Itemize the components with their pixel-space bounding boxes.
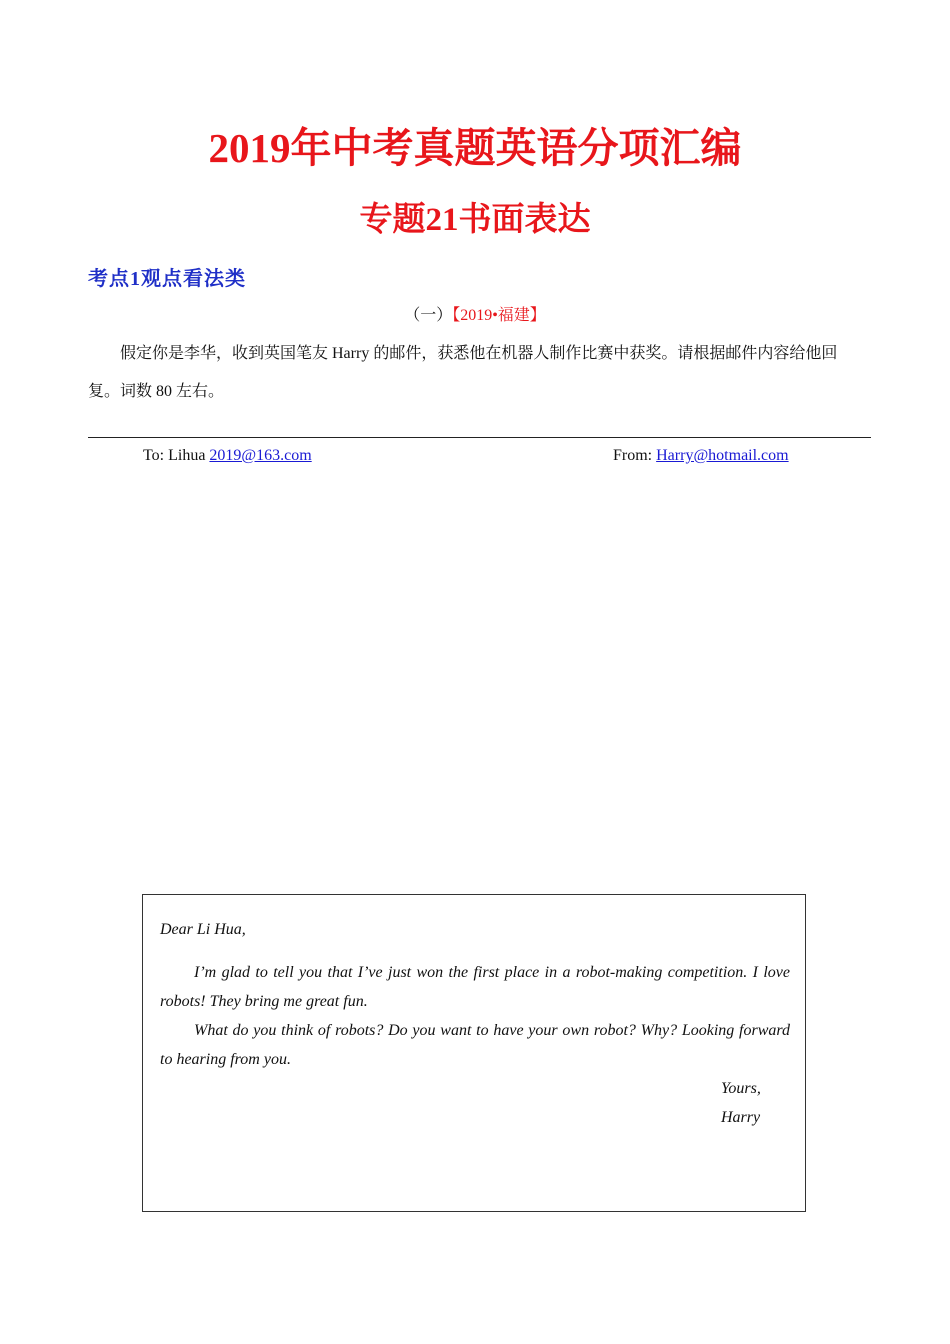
letter-salutation: Dear Li Hua, bbox=[160, 921, 246, 938]
section-heading: 考点1观点看法类 bbox=[88, 268, 246, 290]
to-email-link[interactable]: 2019@163.com bbox=[209, 447, 312, 464]
main-title: 2019年中考真题英语分项汇编 bbox=[208, 125, 742, 171]
from-email-link[interactable]: Harry@hotmail.com bbox=[656, 447, 789, 464]
question-number: （一） bbox=[404, 307, 453, 324]
letter-paragraph-2: What do you think of robots? Do you want to have your own robot? Why? Looking forward to hearing from you. bbox=[160, 1022, 790, 1068]
email-from-line bbox=[613, 444, 789, 468]
letter-signature: Harry bbox=[721, 1109, 761, 1126]
to-label: To: Lihua bbox=[143, 447, 210, 464]
email-to-line bbox=[143, 444, 312, 468]
question-source: 【2019•福建】 bbox=[452, 307, 546, 324]
letter-closing: Yours, bbox=[721, 1080, 761, 1097]
subtitle: 专题21书面表达 bbox=[359, 202, 591, 238]
letter-body bbox=[160, 915, 790, 1132]
divider bbox=[88, 437, 871, 438]
question-label bbox=[0, 304, 950, 328]
from-label: From: bbox=[613, 447, 657, 464]
letter-paragraph-1: I’m glad to tell you that I’ve just won the first place in a robot-making competition. I love robots! They bring me great fun. bbox=[160, 964, 790, 1010]
letter-box bbox=[142, 894, 806, 1212]
question-instruction: 假定你是李华，收到英国笔友 Harry 的邮件，获悉他在机器人制作比赛中获奖。请根据邮件内容给他回复。词数 80 左右。 bbox=[88, 345, 838, 400]
